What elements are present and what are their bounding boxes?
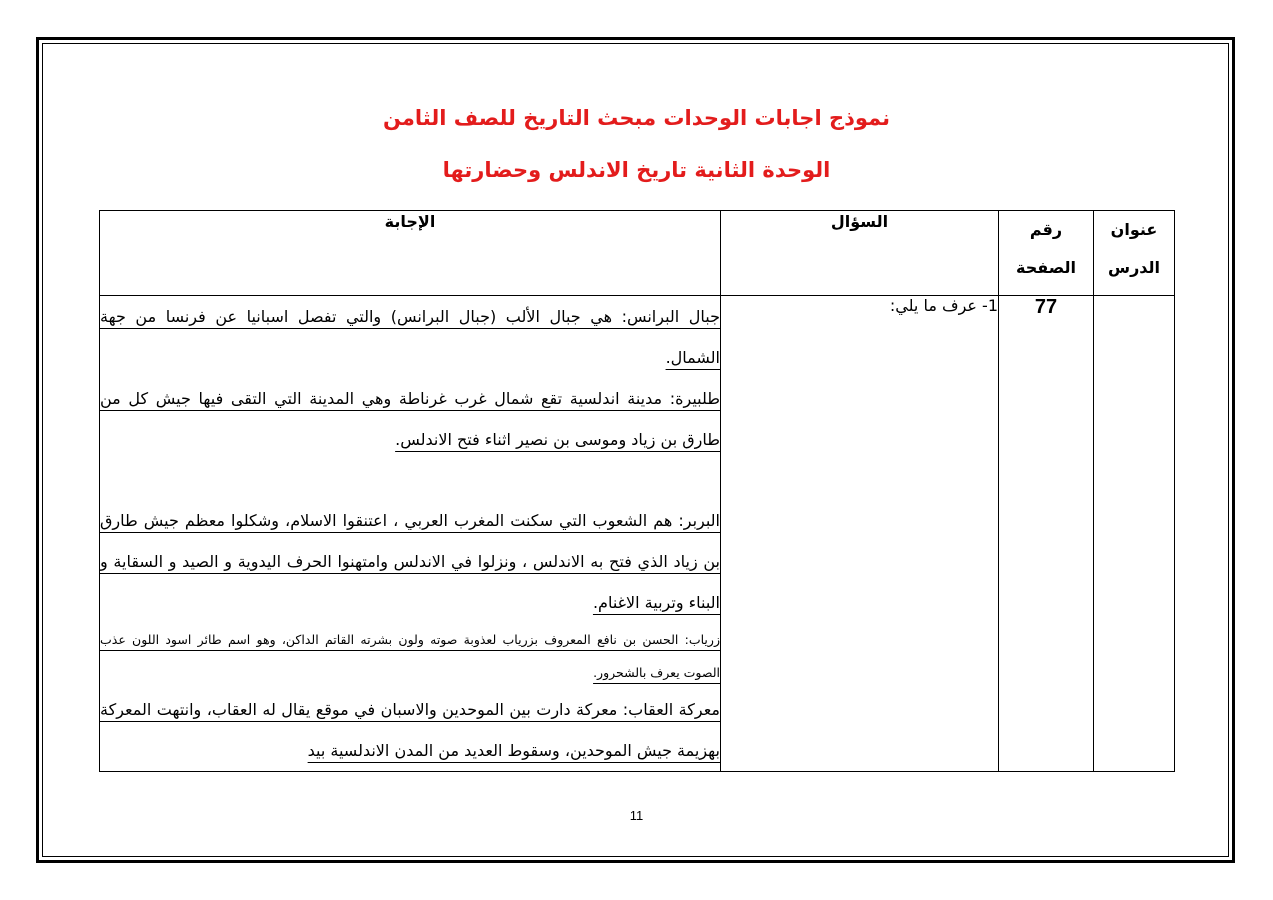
unit-subtitle: الوحدة الثانية تاريخ الاندلس وحضارتها <box>442 158 831 182</box>
header-lesson-line2: الدرس <box>1107 258 1161 277</box>
question-cell <box>721 296 999 772</box>
answer-pyrenees: جبال البرانس: هي جبال الألب (جبال البرانس) والتي تفصل اسبانيا عن فرنسا من جهة الشمال. <box>100 307 720 367</box>
answer-berbers: البربر: هم الشعوب التي سكنت المغرب العربي ، اعتنقوا الاسلام، وشكلوا معظم جيش طارق بن زياد الذي فتح به الاندلس ، ونزلوا في الاندلس وامتهنوا الحرف اليدوية و الصيد و السقاية و البناء وتربية الاغنام. <box>100 511 720 612</box>
answers-table <box>99 210 1175 772</box>
table-header-row <box>100 211 1175 296</box>
header-answer-label: الإجابة <box>384 212 436 231</box>
answer-battle-al-uqab: معركة العقاب: معركة دارت بين الموحدين والاسبان في موقع يقال له العقاب، وانتهت المعركة بهزيمة جيش الموحدين، وسقوط العديد من المدن الاندلسية بيد <box>100 700 720 760</box>
page-number-cell <box>999 296 1094 772</box>
page-number-value: 77 <box>1034 296 1058 318</box>
header-lesson-line1: عنوان <box>1110 220 1158 239</box>
answer-ziryab: زرياب: الحسن بن نافع المعروف بزرياب لعذوبة صوته ولون بشرته القاتم الداكن، وهو اسم طائر اسود اللون عذب الصوت يعرف بالشحرور. <box>100 632 720 680</box>
lesson-title-cell <box>1094 296 1175 772</box>
table-row <box>100 296 1175 772</box>
header-answer <box>100 211 721 296</box>
answer-talavera: طلبيرة: مدينة اندلسية تقع شمال غرب غرناطة وهي المدينة التي التقى فيها جيش كل من طارق بن زياد وموسى بن نصير اثناء فتح الاندلس. <box>100 389 720 449</box>
header-page-line1: رقم <box>1029 220 1063 239</box>
header-page-number <box>999 211 1094 296</box>
header-page-line2: الصفحة <box>1015 258 1076 277</box>
header-question-label: السؤال <box>830 212 889 231</box>
header-question <box>721 211 999 296</box>
document-title: نموذج اجابات الوحدات مبحث التاريخ للصف الثامن <box>382 106 890 130</box>
footer-page-number: 11 <box>629 808 644 823</box>
answer-cell <box>100 296 721 772</box>
question-text: 1- عرف ما يلي: <box>889 296 998 315</box>
header-lesson-title <box>1094 211 1175 296</box>
